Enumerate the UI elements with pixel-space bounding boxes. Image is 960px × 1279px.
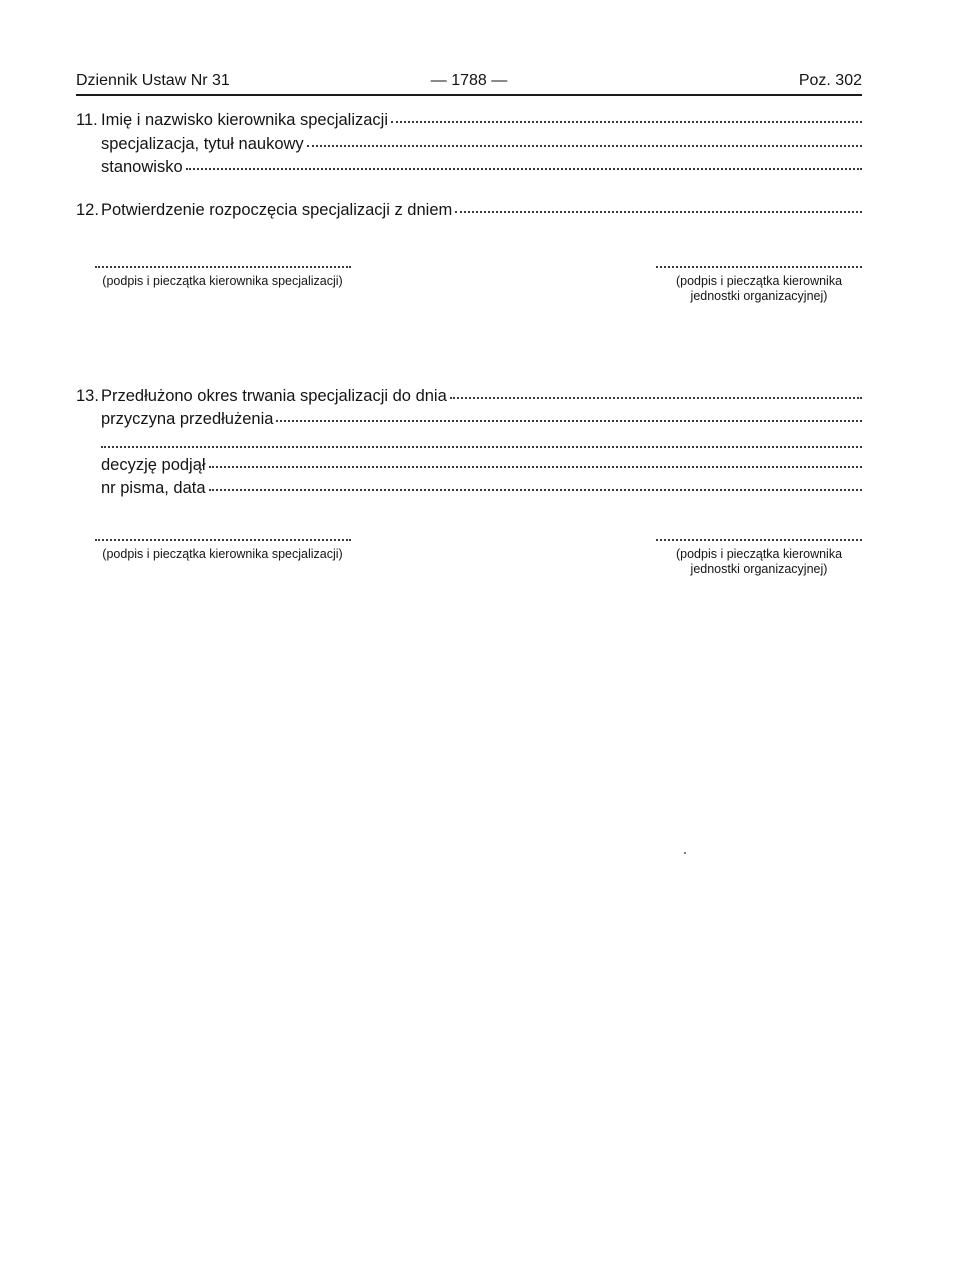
signature-caption-line1: (podpis i pieczątka kierownika	[675, 547, 843, 561]
field-specialization-title	[101, 135, 862, 154]
signature-line[interactable]	[656, 539, 862, 541]
field-supervisor-name	[76, 111, 862, 130]
signature-supervisor-1	[90, 266, 355, 289]
decision-maker-blank[interactable]	[209, 466, 862, 468]
extension-date-blank[interactable]	[450, 397, 862, 399]
scan-speck	[684, 852, 686, 854]
specialization-title-blank[interactable]	[307, 145, 862, 147]
supervisor-name-blank[interactable]	[391, 121, 862, 123]
letter-number-date-blank[interactable]	[209, 489, 862, 491]
extension-reason-blank-2[interactable]	[101, 446, 862, 448]
journal-title: Dziennik Ustaw Nr 31	[76, 72, 230, 89]
field-letter-number-date	[101, 479, 862, 498]
header-rule	[76, 94, 862, 96]
signature-supervisor-2	[90, 539, 355, 562]
signature-caption-line2: jednostki organizacyjnej)	[690, 562, 828, 576]
letter-number-date-label: nr pisma, data	[101, 479, 206, 497]
extension-date-label: Przedłużono okres trwania specjalizacji do dnia	[101, 387, 447, 405]
signature-caption-line2: jednostki organizacyjnej)	[690, 289, 828, 303]
field-extension-date	[76, 387, 862, 406]
field-position	[101, 158, 862, 177]
start-confirmation-blank[interactable]	[455, 211, 862, 213]
position-blank[interactable]	[186, 168, 862, 170]
section-11-number: 11.	[76, 111, 98, 129]
field-extension-reason	[101, 410, 862, 429]
page-header	[76, 72, 862, 94]
supervisor-name-label: Imię i nazwisko kierownika specjalizacji	[101, 111, 389, 129]
section-13-number: 13.	[76, 387, 99, 405]
signature-unit-head-1	[656, 266, 862, 304]
field-decision-maker	[101, 456, 862, 475]
signature-caption: (podpis i pieczątka kierownika specjalizacji)	[102, 547, 343, 561]
page-number: — 1788 —	[430, 72, 508, 89]
field-start-confirmation	[76, 201, 862, 220]
decision-maker-label: decyzję podjął	[101, 456, 206, 474]
signature-line[interactable]	[656, 266, 862, 268]
field-extension-reason-continued	[101, 433, 862, 455]
start-confirmation-label: Potwierdzenie rozpoczęcia specjalizacji z dniem	[101, 201, 453, 219]
position-label: stanowisko	[101, 158, 183, 176]
signature-unit-head-2	[656, 539, 862, 577]
extension-reason-blank[interactable]	[276, 420, 862, 422]
signature-line[interactable]	[95, 539, 351, 541]
position-number: Poz. 302	[798, 72, 862, 89]
extension-reason-label: przyczyna przedłużenia	[101, 410, 274, 428]
section-12-number: 12.	[76, 201, 99, 219]
signature-line[interactable]	[95, 266, 351, 268]
signature-caption-line1: (podpis i pieczątka kierownika	[675, 274, 843, 288]
specialization-title-label: specjalizacja, tytuł naukowy	[101, 135, 304, 153]
signature-caption: (podpis i pieczątka kierownika specjalizacji)	[102, 274, 343, 288]
